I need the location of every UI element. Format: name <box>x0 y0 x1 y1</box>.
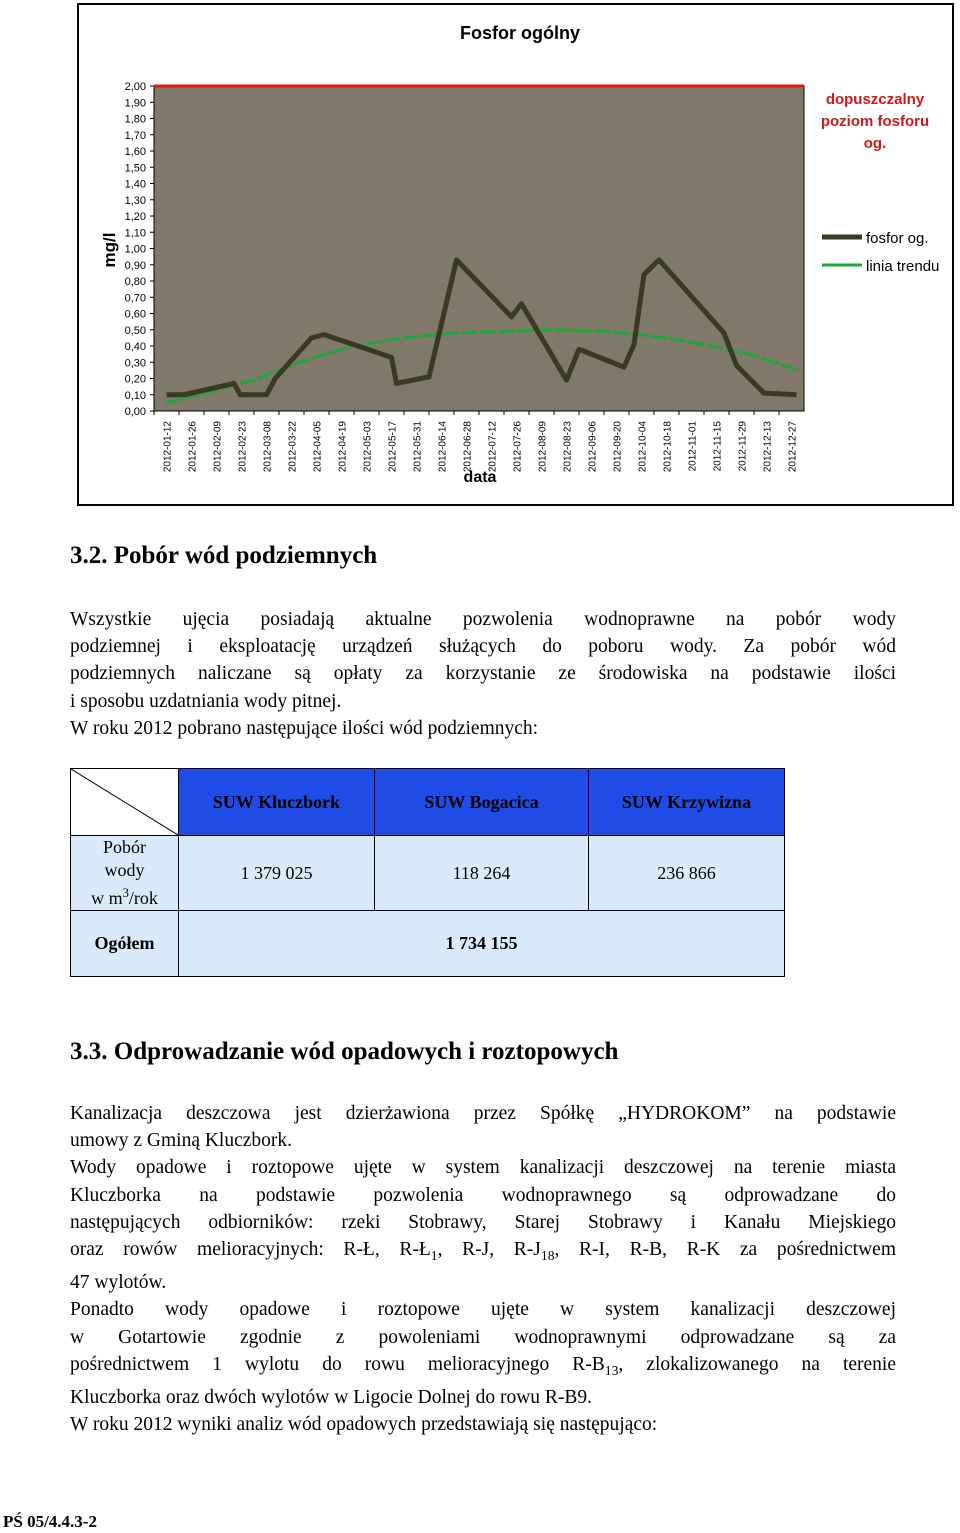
table-header-bogacica: SUW Bogacica <box>375 769 589 836</box>
text-line: Ponadto wody opadowe i roztopowe ujęte w system kanalizacji deszczowej <box>70 1299 896 1321</box>
subscript: 13 <box>604 1362 619 1378</box>
x-tick-label: 2012-12-13 <box>762 421 774 473</box>
groundwater-table <box>70 768 785 977</box>
text-line: W roku 2012 pobrano następujące ilości wód podziemnych: <box>70 717 539 739</box>
x-tick-label: 2012-03-08 <box>262 421 274 473</box>
text-line: Kanalizacja deszczowa jest dzierżawiona przez Spółkę „HYDROKOM” na podstawie <box>70 1103 896 1124</box>
limit-label-line3: og. <box>863 135 887 152</box>
x-axis-label: data <box>463 469 497 486</box>
x-tick-label: 2012-10-18 <box>662 421 674 473</box>
chart-title: Fosfor ogólny <box>460 23 580 43</box>
x-tick-label: 2012-05-31 <box>412 421 424 473</box>
text-line: Wody opadowe i roztopowe ujęte w system kanalizacji deszczowej na terenie miasta <box>70 1157 896 1179</box>
y-tick-label: 0,00 <box>124 406 146 418</box>
x-tick-label: 2012-06-28 <box>462 421 474 473</box>
x-tick-label: 2012-10-04 <box>637 421 649 473</box>
text-line: 47 wylotów. <box>70 1272 167 1294</box>
table-value-bogacica: 118 264 <box>375 836 589 911</box>
x-tick-label: 2012-12-27 <box>787 421 799 473</box>
table-header-krzywizna: SUW Krzywizna <box>589 769 785 836</box>
x-tick-label: 2012-02-09 <box>212 421 224 473</box>
text-fragment: , zlokalizowanego na terenie <box>618 1353 897 1375</box>
text-line <box>70 1351 896 1384</box>
row-label-line: Pobór <box>102 837 146 857</box>
legend-label-trend: linia trendu <box>866 258 940 275</box>
x-tick-label: 2012-11-15 <box>712 421 724 472</box>
table-value-kluczbork: 1 379 025 <box>179 836 375 911</box>
y-tick-label: 0,40 <box>124 341 146 353</box>
y-tick-label: 1,60 <box>124 146 146 158</box>
x-tick-label: 2012-05-03 <box>362 421 374 473</box>
text-line: W roku 2012 wyniki analiz wód opadowych przedstawiają się następująco: <box>70 1414 658 1436</box>
text-fragment: , R-J, R-J <box>437 1239 541 1261</box>
y-tick-label: 0,50 <box>124 324 146 337</box>
x-tick-label: 2012-06-14 <box>437 421 449 473</box>
superscript: 3 <box>122 886 129 900</box>
y-tick-label: 0,60 <box>124 308 146 321</box>
legend-label-fosfor: fosfor og. <box>866 230 929 247</box>
row-label-line: /rok <box>128 888 158 908</box>
y-tick-label: 0,20 <box>124 373 146 386</box>
y-tick-label: 1,00 <box>124 243 146 256</box>
row-label-line: wody <box>104 860 145 880</box>
table-corner-cell <box>71 769 179 836</box>
x-tick-label: 2012-11-29 <box>737 421 749 472</box>
y-tick-label: 0,90 <box>124 259 146 272</box>
text-line: podziemnej i eksploatację urządzeń służących do poboru wody. Za pobór wód <box>70 636 896 658</box>
limit-label-line2: poziom fosforu <box>820 113 930 130</box>
text-line: podziemnych naliczane są opłaty za korzystanie ze środowiska na podstawie ilości <box>70 663 896 685</box>
table-total-label: Ogółem <box>71 911 179 977</box>
text-fragment: pośrednictwem 1 wylotu do rowu melioracyjnego R-B <box>70 1353 605 1375</box>
table-header-kluczbork: SUW Kluczbork <box>179 769 375 836</box>
x-tick-label: 2012-08-23 <box>562 421 574 473</box>
y-tick-label: 1,30 <box>124 194 146 207</box>
x-tick-label: 2012-04-05 <box>312 421 324 473</box>
section-3-2-heading: 3.2. Pobór wód podziemnych <box>70 542 378 569</box>
y-tick-label: 0,30 <box>124 357 146 370</box>
limit-label-line1: dopuszczalny <box>825 91 925 108</box>
subscript: 1 <box>430 1247 438 1263</box>
text-line: Kluczborka na podstawie pozwolenia wodnoprawnego są odprowadzane do <box>70 1184 896 1206</box>
x-tick-label: 2012-11-01 <box>687 421 699 472</box>
y-tick-label: 0,70 <box>124 292 146 305</box>
y-tick-label: 1,70 <box>124 129 146 142</box>
text-fragment: oraz rowów melioracyjnych: R-Ł, R-Ł <box>70 1239 431 1261</box>
subscript: 18 <box>540 1247 555 1263</box>
x-tick-label: 2012-01-12 <box>162 421 174 473</box>
y-tick-label: 1,50 <box>124 162 146 175</box>
text-line: w Gotartowie zgodnie z powoleniami wodnoprawnymi odprowadzane są za <box>70 1326 896 1348</box>
y-tick-label: 1,80 <box>124 113 146 126</box>
x-tick-label: 2012-02-23 <box>237 421 249 473</box>
text-line <box>70 1236 896 1269</box>
y-tick-label: 0,80 <box>124 276 146 288</box>
x-tick-label: 2012-09-06 <box>587 421 599 473</box>
plot-area <box>154 86 804 411</box>
x-tick-label: 2012-05-17 <box>387 421 399 473</box>
phosphorus-chart <box>79 5 952 504</box>
text-line: umowy z Gminą Kluczbork. <box>70 1130 293 1152</box>
section-3-3-heading: 3.3. Odprowadzanie wód opadowych i roztopowych <box>70 1038 619 1065</box>
text-line: następujących odbiorników: rzeki Stobrawy, Starej Stobrawy i Kanału Miejskiego <box>70 1211 896 1233</box>
section-3-3-text <box>70 1100 896 1438</box>
page-footer: PŚ 05/4.4.3-2 <box>3 1512 97 1531</box>
section-3-2-paragraph-1 <box>70 606 896 742</box>
x-tick-label: 2012-03-22 <box>287 421 299 473</box>
text-line: i sposobu uzdatniania wody pitnej. <box>70 690 342 712</box>
table-value-krzywizna: 236 866 <box>589 836 785 911</box>
x-tick-label: 2012-07-26 <box>512 421 524 473</box>
x-tick-label: 2012-08-09 <box>537 421 549 473</box>
text-fragment: , R-I, R-B, R-K za pośrednictwem <box>554 1239 896 1261</box>
row-label-line: w m <box>91 888 123 908</box>
chart-frame <box>77 3 954 506</box>
y-tick-label: 0,10 <box>124 389 146 402</box>
diagonal-line <box>71 769 178 835</box>
y-axis-label: mg/l <box>100 232 119 268</box>
text-line: Kluczborka oraz dwóch wylotów w Ligocie Dolnej do rowu R-B9. <box>70 1386 593 1408</box>
y-tick-label: 1,40 <box>124 178 146 191</box>
y-tick-label: 1,90 <box>124 97 146 110</box>
table-total-value: 1 734 155 <box>179 911 785 977</box>
x-tick-label: 2012-09-20 <box>612 421 624 473</box>
x-tick-label: 2012-04-19 <box>337 421 349 473</box>
y-tick-label: 1,20 <box>124 211 146 223</box>
y-tick-label: 2,00 <box>124 81 146 93</box>
text-line: Wszystkie ujęcia posiadają aktualne pozwolenia wodnoprawne na pobór wody <box>70 609 896 630</box>
x-tick-label: 2012-01-26 <box>187 421 199 473</box>
x-tick-label: 2012-07-12 <box>487 421 499 473</box>
table-row-label <box>71 836 179 911</box>
y-tick-label: 1,10 <box>124 227 146 240</box>
